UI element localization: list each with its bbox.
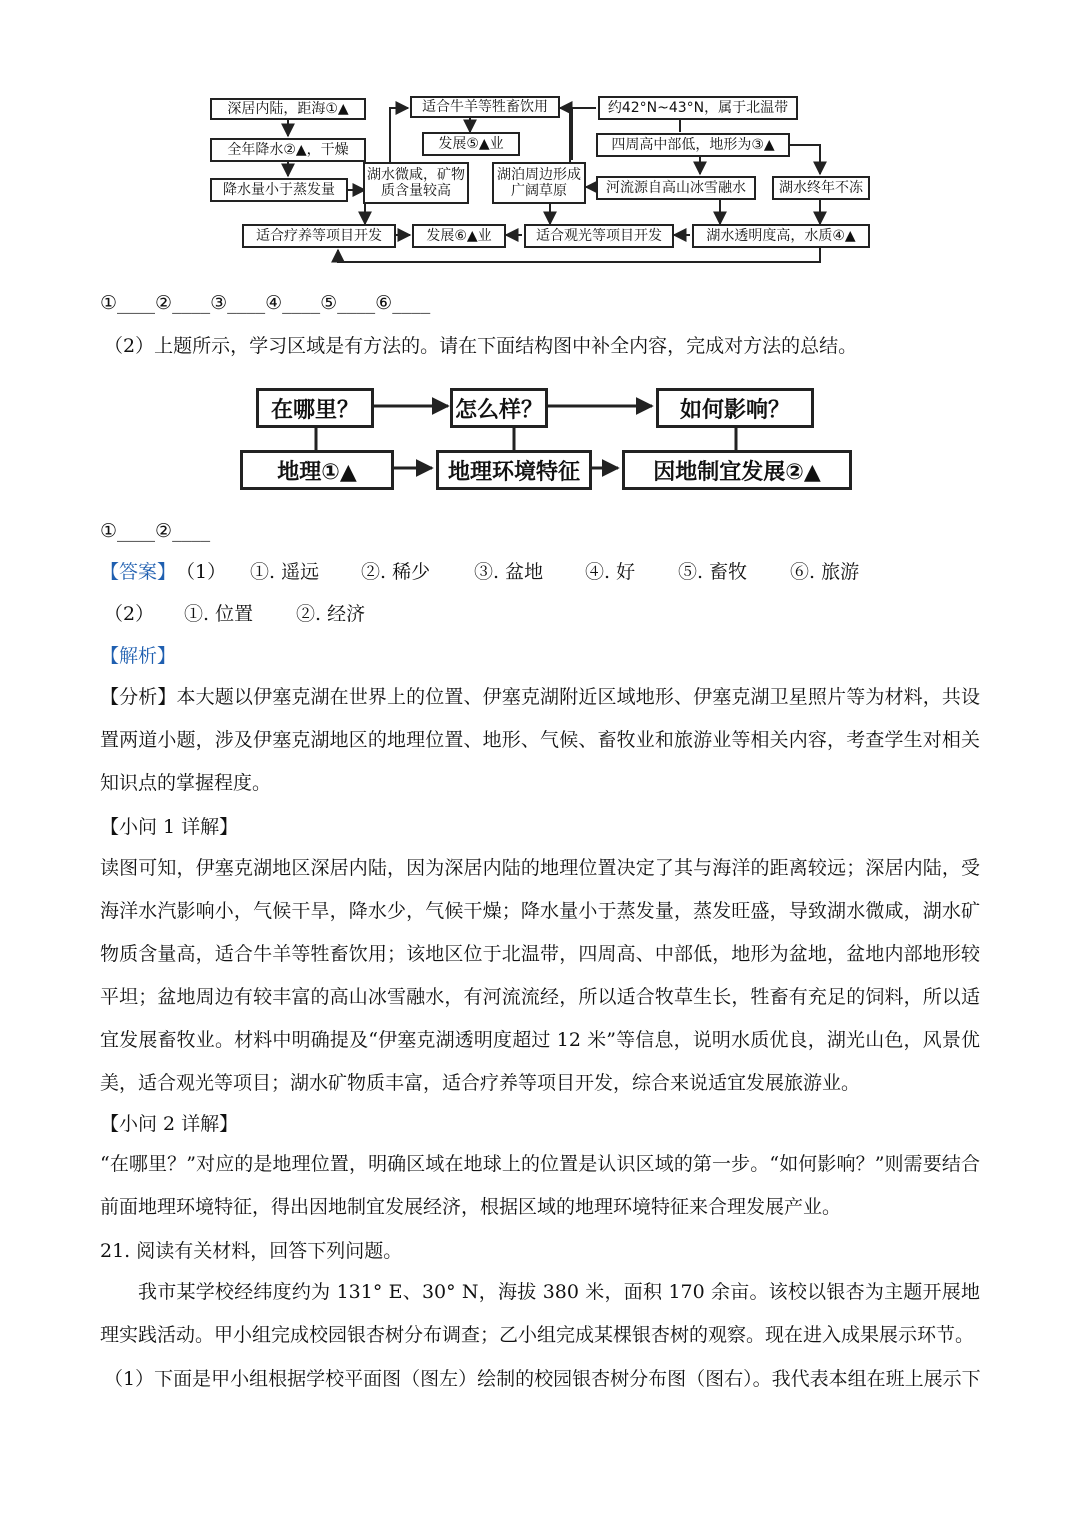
- flow-box-9: 四周高中部低，地形为③▲: [596, 133, 790, 157]
- flowchart-2: [236, 382, 856, 494]
- answer-2-1: ①. 位置: [184, 603, 254, 625]
- flow-box-15: 湖水透明度高，水质④▲: [692, 224, 870, 248]
- method-box-develop-blank: 因地制宜发展②▲: [622, 450, 852, 490]
- question-21-material: 我市某学校经纬度约为 131° E、30° N，海拔 380 米，面积 170 余亩。该校以银杏为主题开展地理实践活动。甲小组完成校园银杏树分布调查；乙小组完成某棵银杏树的观察。现在进入成果展示环节。: [100, 1281, 980, 1346]
- answer-6: ⑥. 旅游: [790, 561, 860, 583]
- detail-1-title: 【小问 1 详解】: [100, 816, 239, 838]
- flow-box-7-text: 湖泊周边形成广阔草原: [497, 167, 581, 199]
- answer-1: ①. 遥远: [250, 561, 320, 583]
- flow-box-3: 降水量小于蒸发量: [210, 178, 348, 202]
- flow-box-2: 全年降水②▲，干燥: [210, 138, 366, 162]
- flow-box-13: 发展⑥▲业: [412, 224, 506, 248]
- answer-2: ②. 稀少: [361, 561, 431, 583]
- analysis-label: 【解析】: [100, 645, 177, 667]
- answer-part-2: （2）: [104, 603, 155, 625]
- question-2: （2）上题所示，学习区域是有方法的。请在下面结构图中补全内容，完成对方法的总结。: [104, 335, 858, 357]
- method-box-where: 在哪里？: [256, 388, 374, 428]
- flow-box-10: 河流源自高山冰雪融水: [596, 176, 756, 200]
- flowchart-1: [200, 90, 880, 270]
- answer-part-1: （1）: [176, 561, 227, 583]
- method-box-environment: 地理环境特征: [436, 450, 592, 490]
- question-21-part-1: （1）下面是甲小组根据学校平面图（图左）绘制的校园银杏树分布图（图右）。我代表本组在班上展示下: [104, 1368, 981, 1390]
- answer-2-2: ②. 经济: [296, 603, 366, 625]
- flow-box-1: 深居内陆，距海①▲: [210, 98, 366, 120]
- question-21: 21. 阅读有关材料，回答下列问题。: [100, 1240, 403, 1262]
- blanks-line-1: ①____②____③____④____⑤____⑥____: [100, 292, 431, 314]
- method-box-influence: 如何影响？: [656, 388, 814, 428]
- flow-box-11: 湖水终年不冻: [772, 176, 870, 200]
- flow-box-7: [492, 162, 586, 204]
- answer-4: ④. 好: [585, 561, 636, 583]
- analysis-text: 【分析】本大题以伊塞克湖在世界上的位置、伊塞克湖附近区域地形、伊塞克湖卫星照片等为材料，共设置两道小题，涉及伊塞克湖地区的地理位置、地形、气候、畜牧业和旅游业等相关内容，考查学生对相关知识点的掌握程度。: [100, 686, 980, 794]
- detail-2-text: “在哪里？”对应的是地理位置，明确区域在地球上的位置是认识区域的第一步。“如何影响？”则需要结合前面地理环境特征，得出因地制宜发展经济，根据区域的地理环境特征来合理发展产业。: [100, 1153, 980, 1218]
- answer-3: ③. 盆地: [474, 561, 544, 583]
- flow-box-4: [363, 162, 469, 204]
- detail-2-title: 【小问 2 详解】: [100, 1113, 239, 1135]
- flow-box-14: 适合观光等项目开发: [524, 224, 674, 248]
- flow-box-8: 约42°N~43°N，属于北温带: [598, 96, 798, 120]
- method-box-geo-blank: 地理①▲: [240, 450, 394, 490]
- detail-1-text: 读图可知，伊塞克湖地区深居内陆，因为深居内陆的地理位置决定了其与海洋的距离较远；深居内陆，受海洋水汽影响小，气候干旱，降水少，气候干燥；降水量小于蒸发量，蒸发旺盛，导致湖水微咸，湖水矿物质含量高，适合牛羊等牲畜饮用；该地区位于北温带，四周高、中部低，地形为盆地，盆地内部地形较平坦；盆地周边有较丰富的高山冰雪融水，有河流流经，所以适合牧草生长，牲畜有充足的饲料，所以适宜发展畜牧业。材料中明确提及“伊塞克湖透明度超过 12 米”等信息，说明水质优良，湖光山色，风景优美，适合观光等项目；湖水矿物质丰富，适合疗养等项目开发，综合来说适宜发展旅游业。: [100, 857, 980, 1094]
- flow-box-4-text: 湖水微咸，矿物质含量较高: [367, 167, 465, 199]
- flow-box-6: 发展⑤▲业: [422, 132, 520, 156]
- method-box-how: 怎么样？: [450, 388, 548, 428]
- blanks-line-2: ①____②____: [100, 520, 211, 542]
- answer-5: ⑤. 畜牧: [678, 561, 748, 583]
- flow-box-5: 适合牛羊等牲畜饮用: [410, 96, 560, 118]
- flow-box-12: 适合疗养等项目开发: [242, 224, 396, 248]
- answer-label: 【答案】: [100, 561, 177, 583]
